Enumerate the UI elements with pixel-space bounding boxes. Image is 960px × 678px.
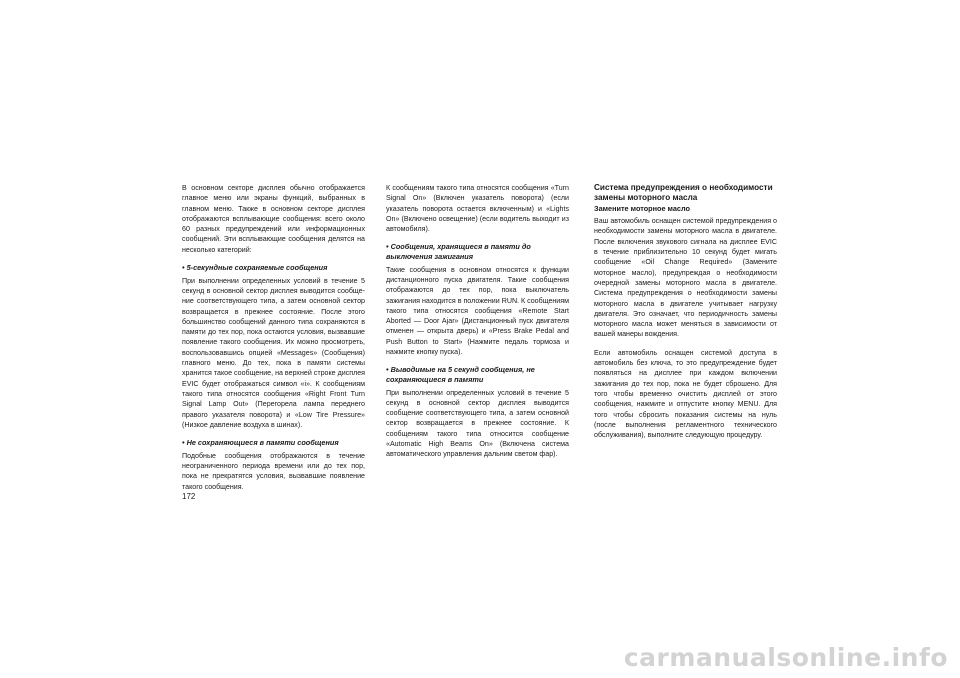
heading-stored-until-ignition-off: • Сообщения, хранящиеся в памяти до выключения зажигания <box>386 242 531 262</box>
paragraph-keyless-reset: Если автомобиль оснащен системой доступа в автомобиль без ключа, то это предупреждение будет появляться на дисплее при каждом включении зажигания до тех пор, пока не будет сброшено. Для того чтобы временно очистить дисплей от этого сообщения, нажмите и отпустите кнопку MENU. Для того чтобы сбросить показания системы на нуль (после выполнения регламентного технического обслуживания), выполните следующую процедуру. <box>594 348 777 440</box>
watermark-text: carmanualsonline.info <box>623 643 948 672</box>
paragraph-high-beams: При выполнении определенных условий в течение 5 секунд в основной сектор дисплея выводится сообщение соответствующего типа, а затем основной сектор возвращается в прежнее состояние. К сообщениям такого типа относится сообщение «Automatic High Beams On» (Включена система автоматического управления дальним светом фар). <box>386 388 569 459</box>
paragraph-oil-change-warning: Ваш автомобиль оснащен системой предупреждения о необходимости замены моторного масла в двигателе. После включения звукового сигнала на дисплее EVIC в течение приблизительно 10 секунд будет мигать сообщение «Oil Change Required» (Замените моторное масло), предупреждая о необходимости очередной замены моторного масла в двигателе. Система предупреждения о необходимости замены моторного масла в двигателе учитывает нагрузку двигателя. Это означает, что периодичность замены моторного масла может меняться в зависимости от вашей манеры вождения. <box>594 217 777 339</box>
section-title-oil-change-system: Система предупреждения о необходимости замены моторного масла <box>594 183 773 203</box>
subheading-change-oil: Замените моторное масло <box>594 203 690 213</box>
paragraph-remote-start: Такие сообщения в основном относятся к функции дистанционного пуска двигателя. Такие сообщения отображаются до тех пор, пока выключатель зажигания находится в положении RUN. К сообщениям такого типа относятся сообщения «Remote Start Aborted — Door Ajar» (Дистанционный пуск двигателя отменен — открыта дверь) и «Press Brake Pedal and Push Button to Start» (Нажмите педаль тормоза и нажмите кнопку пуска). <box>386 265 569 357</box>
intro-paragraph: В основном секторе дисплея обычно отображается главное меню или экраны функций, выбранных в главном меню. Также в основном секторе дисплея отображаются всплывающие сообщения: всего около 60 разных предупреждений или информационных сообщений. Эти всплывающие сообщения делятся на несколько категорий: <box>182 184 365 254</box>
heading-5-second-not-stored: • Выводимые на 5 секунд сообщения, не сохраняющиеся в памяти <box>386 365 535 384</box>
text-column-right <box>594 183 777 448</box>
page-number: 172 <box>182 492 196 501</box>
paragraph-not-stored: Подобные сообщения отображаются в течение неограниченного периода времени или до тех пор, пока не прекратятся условия, вызвавшие появление такого сообщения. <box>182 451 365 491</box>
paragraph-turn-signal-lights-on: К сообщениям такого типа относятся сообщения «Turn Signal On» (Включен указатель поворота) (если указатель поворота остается включенным) и «Lights On» (Включено освещение) (если водитель выходит из автомобиля). <box>386 184 569 234</box>
heading-5-second-stored-messages: • 5-секундные сохраняемые сообщения <box>182 263 328 273</box>
heading-not-stored-messages: • Не сохраняющиеся в памяти сообщения <box>182 438 339 448</box>
text-column-middle <box>386 183 569 468</box>
text-column-left <box>182 183 365 500</box>
paragraph-5-second-stored: При выполнении определенных условий в течение 5 секунд в основной сектор дисплея выводится сообщение соответствующего типа, а затем основной сектор возвращается в прежнее состояние. После этого большинство сообщений данного типа сохраняются в памяти до тех пор, пока остаются условия, вызвавшие появление такого сообщения. Их можно просмотреть, воспользовавшись опцией «Messages» (Сообщения) главного меню. До тех, пока в памяти системы хранится такое сообщение, на верхней строке дисплея EVIC будет отображаться символ «i». К сообщениям такого типа относятся сообщения «Right Front Turn Signal Lamp Out» (Перегорела лампа переднего правого указателя поворота) и «Low Tire Pressure» (Низкое давление воздуха в шинах). <box>182 276 365 429</box>
